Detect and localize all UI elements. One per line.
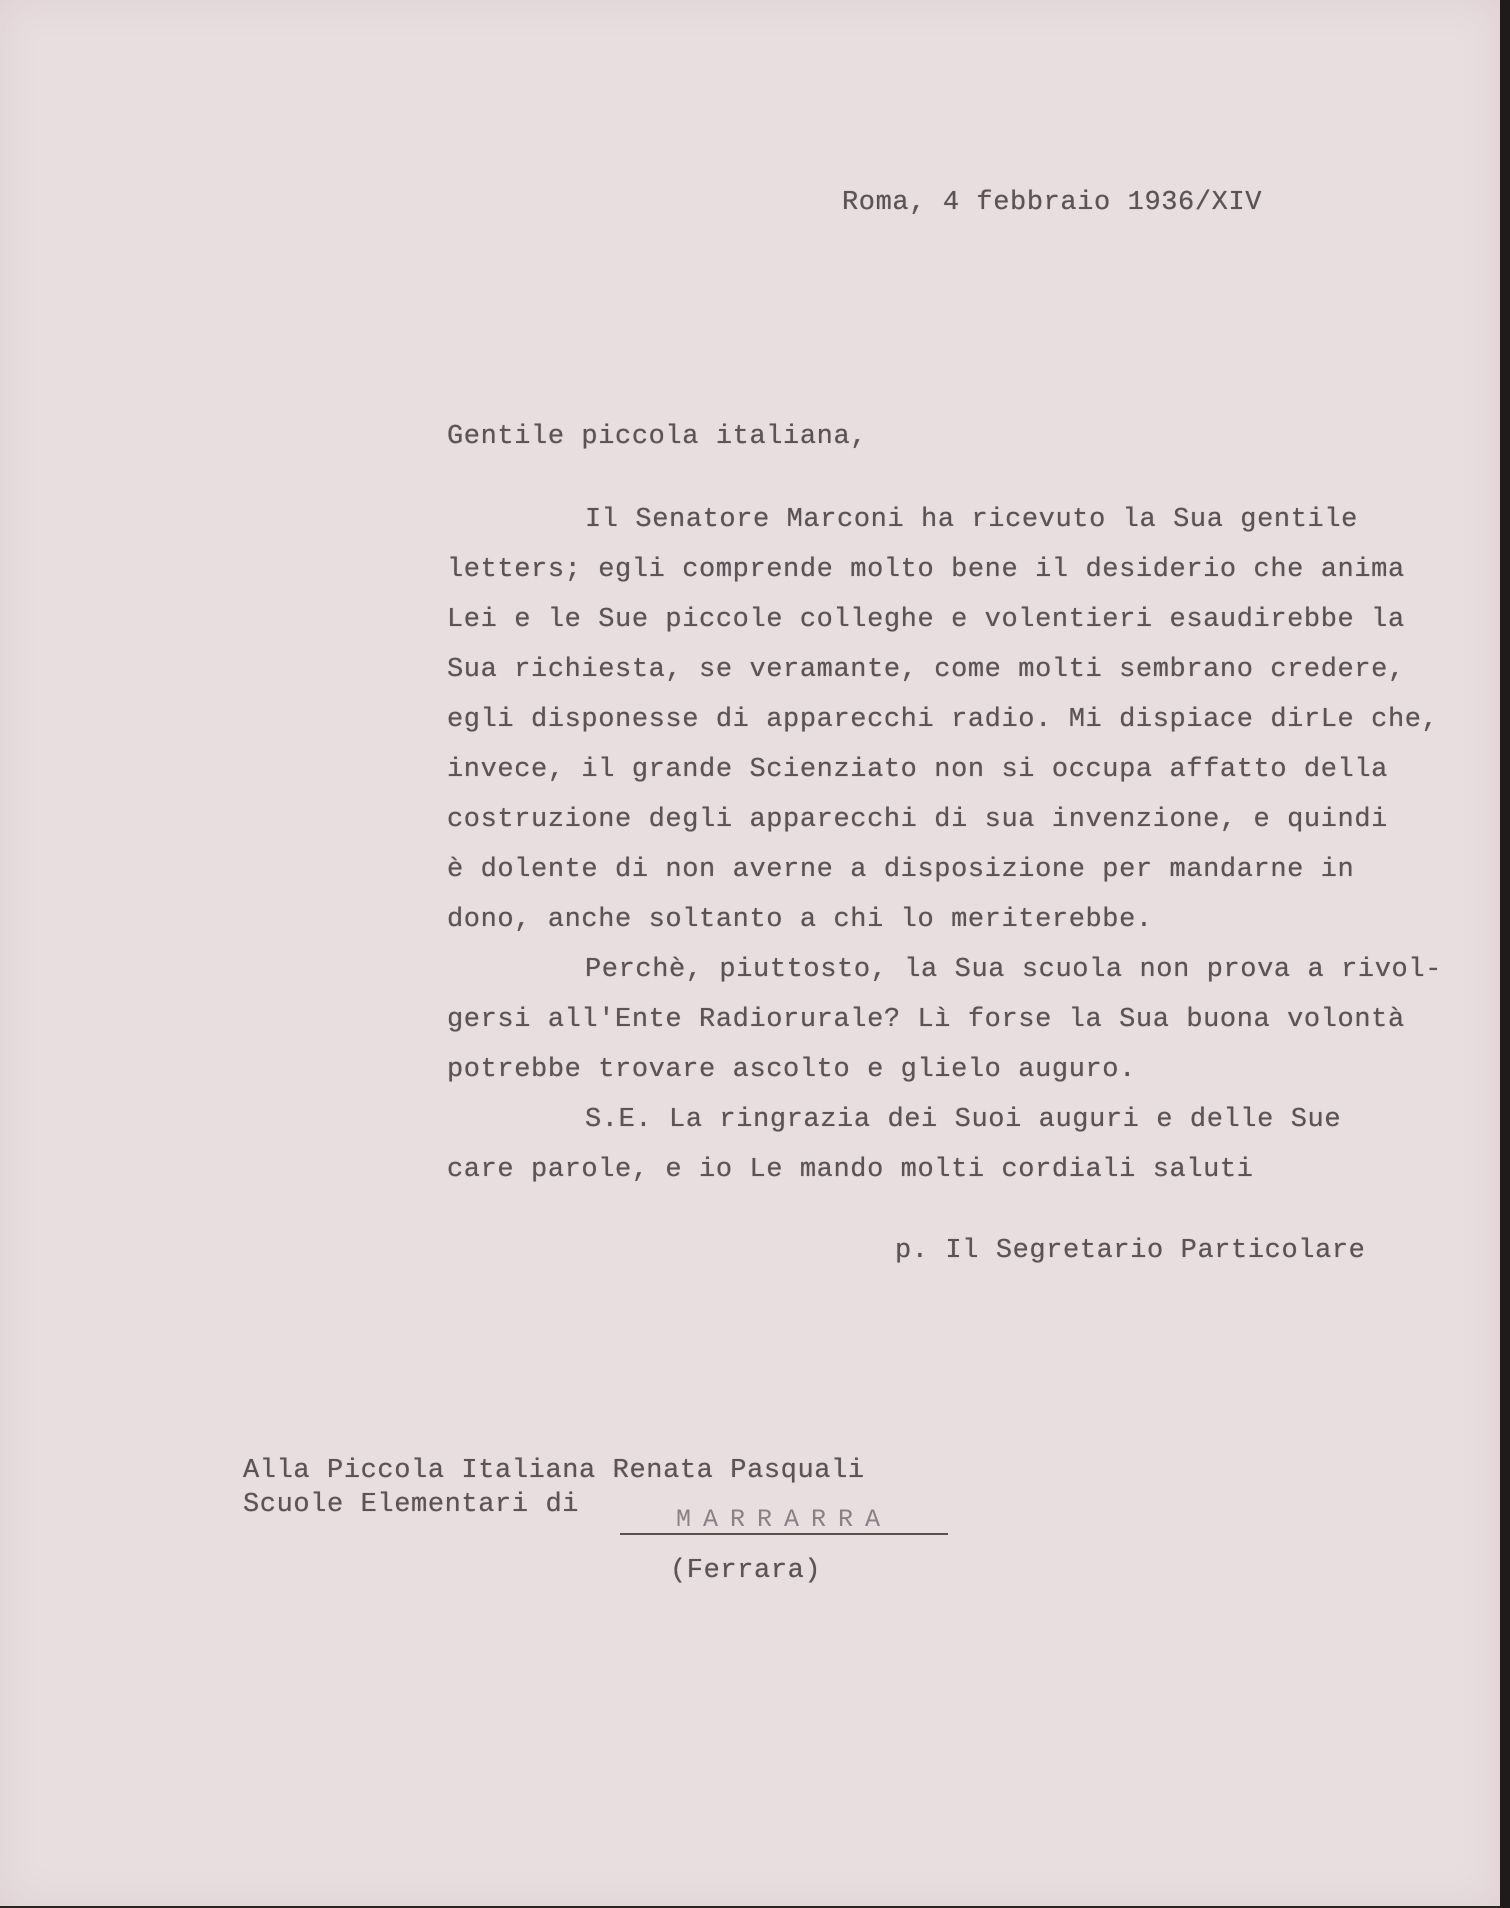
address-place: MARRARRA (675, 1505, 893, 1534)
address-province: (Ferrara) (670, 1556, 822, 1586)
body-line: gersi all'Ente Radiorurale? Lì forse la Sua buona volontà (447, 1005, 1405, 1035)
body-line: Il Senatore Marconi ha ricevuto la Sua gentile (585, 505, 1358, 535)
address-school: Scuole Elementari di (243, 1490, 580, 1520)
body-line: care parole, e io Le mando molti cordiali saluti (447, 1155, 1254, 1185)
body-line: egli disponesse di apparecchi radio. Mi dispiace dirLe che, (447, 705, 1439, 735)
body-line: invece, il grande Scienziato non si occupa affatto della (447, 755, 1388, 785)
salutation: Gentile piccola italiana, (447, 422, 868, 452)
body-line: costruzione degli apparecchi di sua invenzione, e quindi (447, 805, 1388, 835)
body-line: dono, anche soltanto a chi lo meriterebbe. (447, 905, 1153, 935)
body-line: è dolente di non averne a disposizione per mandarne in (447, 855, 1355, 885)
body-line: letters; egli comprende molto bene il desiderio che anima (447, 555, 1405, 585)
signature: p. Il Segretario Particolare (895, 1236, 1366, 1266)
body-line: Perchè, piuttosto, la Sua scuola non prova a rivol- (585, 955, 1442, 985)
body-line: Lei e le Sue piccole colleghe e volentieri esaudirebbe la (447, 605, 1405, 635)
address-recipient: Alla Piccola Italiana Renata Pasquali (243, 1456, 865, 1486)
body-line: Sua richiesta, se veramante, come molti sembrano credere, (447, 655, 1405, 685)
scan-edge (1500, 0, 1510, 1908)
place-underline (620, 1533, 948, 1535)
body-line: potrebbe trovare ascolto e glielo auguro. (447, 1055, 1136, 1085)
body-line: S.E. La ringrazia dei Suoi auguri e delle Sue (585, 1105, 1342, 1135)
letter-date: Roma, 4 febbraio 1936/XIV (842, 188, 1263, 218)
